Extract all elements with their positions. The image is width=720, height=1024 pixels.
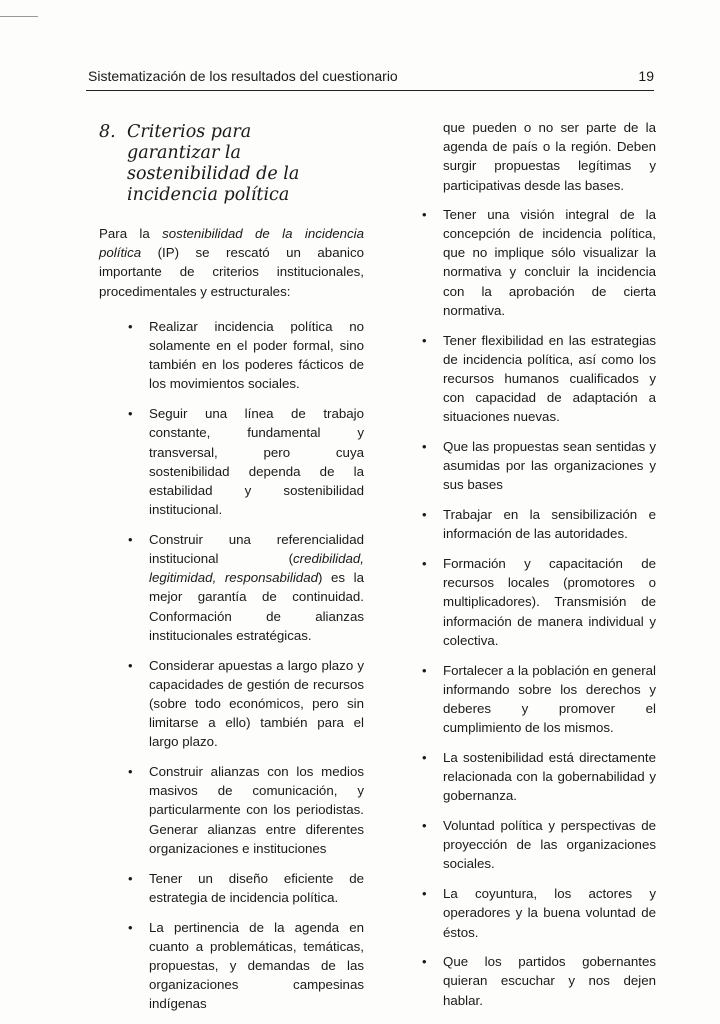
left-bullet-list	[126, 317, 364, 1014]
page-number: 19	[638, 68, 654, 84]
list-item: • La sostenibilidad está directamente relacionada con la gobernabilidad y gobernanza.	[420, 748, 656, 806]
list-item: • Que los partidos gobernantes quieran escuchar y nos dejen hablar.	[420, 952, 656, 1010]
list-item: • Trabajar en la sensibilización e información de las autoridades.	[420, 505, 656, 543]
list-item: • Fortalecer a la población en general informando sobre los derechos y deberes y promover el cumplimiento de los mismos.	[420, 661, 656, 738]
list-item: • La pertinencia de la agenda en cuanto a problemáticas, temáticas, propuestas, y demandas de las organizaciones campesinas indígenas	[126, 918, 364, 1014]
left-column	[99, 122, 364, 1024]
section-number: 8.	[99, 122, 116, 142]
intro-text-pre: Para la	[99, 226, 163, 241]
right-bullet-list	[420, 205, 656, 1010]
list-item: • Considerar apuestas a largo plazo y capacidades de gestión de recursos (sobre todo económicos, pero sin limitarse a ello) también para el largo plazo.	[126, 656, 364, 752]
section-title: Criterios para garantizar la sostenibilidad de la incidencia política	[127, 122, 300, 205]
list-item: • Tener un diseño eficiente de estrategia de incidencia política.	[126, 869, 364, 907]
list-item	[126, 530, 364, 645]
intro-paragraph	[99, 224, 364, 301]
list-item: • Seguir una línea de trabajo constante, fundamental y transversal, pero cuya sostenibilidad dependa de la estabilidad y sostenibilidad institucional.	[126, 404, 364, 519]
corner-crop-mark	[0, 16, 38, 17]
list-item: • Tener flexibilidad en las estrategias de incidencia política, así como los recursos humanos cualificados y con capacidad de adaptación a situaciones nuevas.	[420, 331, 656, 427]
list-item: • Que las propuestas sean sentidas y asumidas por las organizaciones y sus bases	[420, 437, 656, 495]
continued-paragraph: que pueden o no ser parte de la agenda de país o la región. Deben surgir propuestas legítimas y participativas desde las bases.	[443, 120, 656, 193]
list-item: • Construir alianzas con los medios masivos de comunicación, y particularmente con los periodistas. Generar alianzas entre diferentes organizaciones e instituciones	[126, 762, 364, 858]
right-column	[420, 118, 656, 1020]
list-item: • Formación y capacitación de recursos locales (promotores o multiplicadores). Transmisión de información de manera individual y colectiva.	[420, 554, 656, 650]
list-item-text-post: ) es la mejor garantía de continuidad. Conformación de alianzas institucionales estratégicas.	[149, 570, 364, 643]
list-item-emphasis: credibilidad, legitimidad, responsabilidad	[149, 551, 364, 586]
section-heading	[99, 122, 364, 206]
intro-text-post: (IP) se rescató un abanico importante de criterios institucionales, procedimentales y estructurales:	[99, 245, 364, 299]
list-item: • Voluntad política y perspectivas de proyección de las organizaciones sociales.	[420, 816, 656, 874]
header-rule	[86, 90, 654, 91]
intro-emphasis: sostenibilidad de la incidencia política	[99, 226, 364, 261]
list-item-text-pre: Construir una referencialidad institucional (	[149, 531, 364, 567]
list-item: • La coyuntura, los actores y operadores y la buena voluntad de éstos.	[420, 884, 656, 942]
list-item: • Realizar incidencia política no solamente en el poder formal, sino también en los poderes fácticos de los movimientos sociales.	[126, 317, 364, 394]
list-item: • Tener una visión integral de la concepción de incidencia política, que no implique sólo visualizar la normativa y concluir la incidencia con la aprobación de cierta normativa.	[420, 205, 656, 320]
running-header-title: Sistematización de los resultados del cuestionario	[88, 68, 398, 84]
